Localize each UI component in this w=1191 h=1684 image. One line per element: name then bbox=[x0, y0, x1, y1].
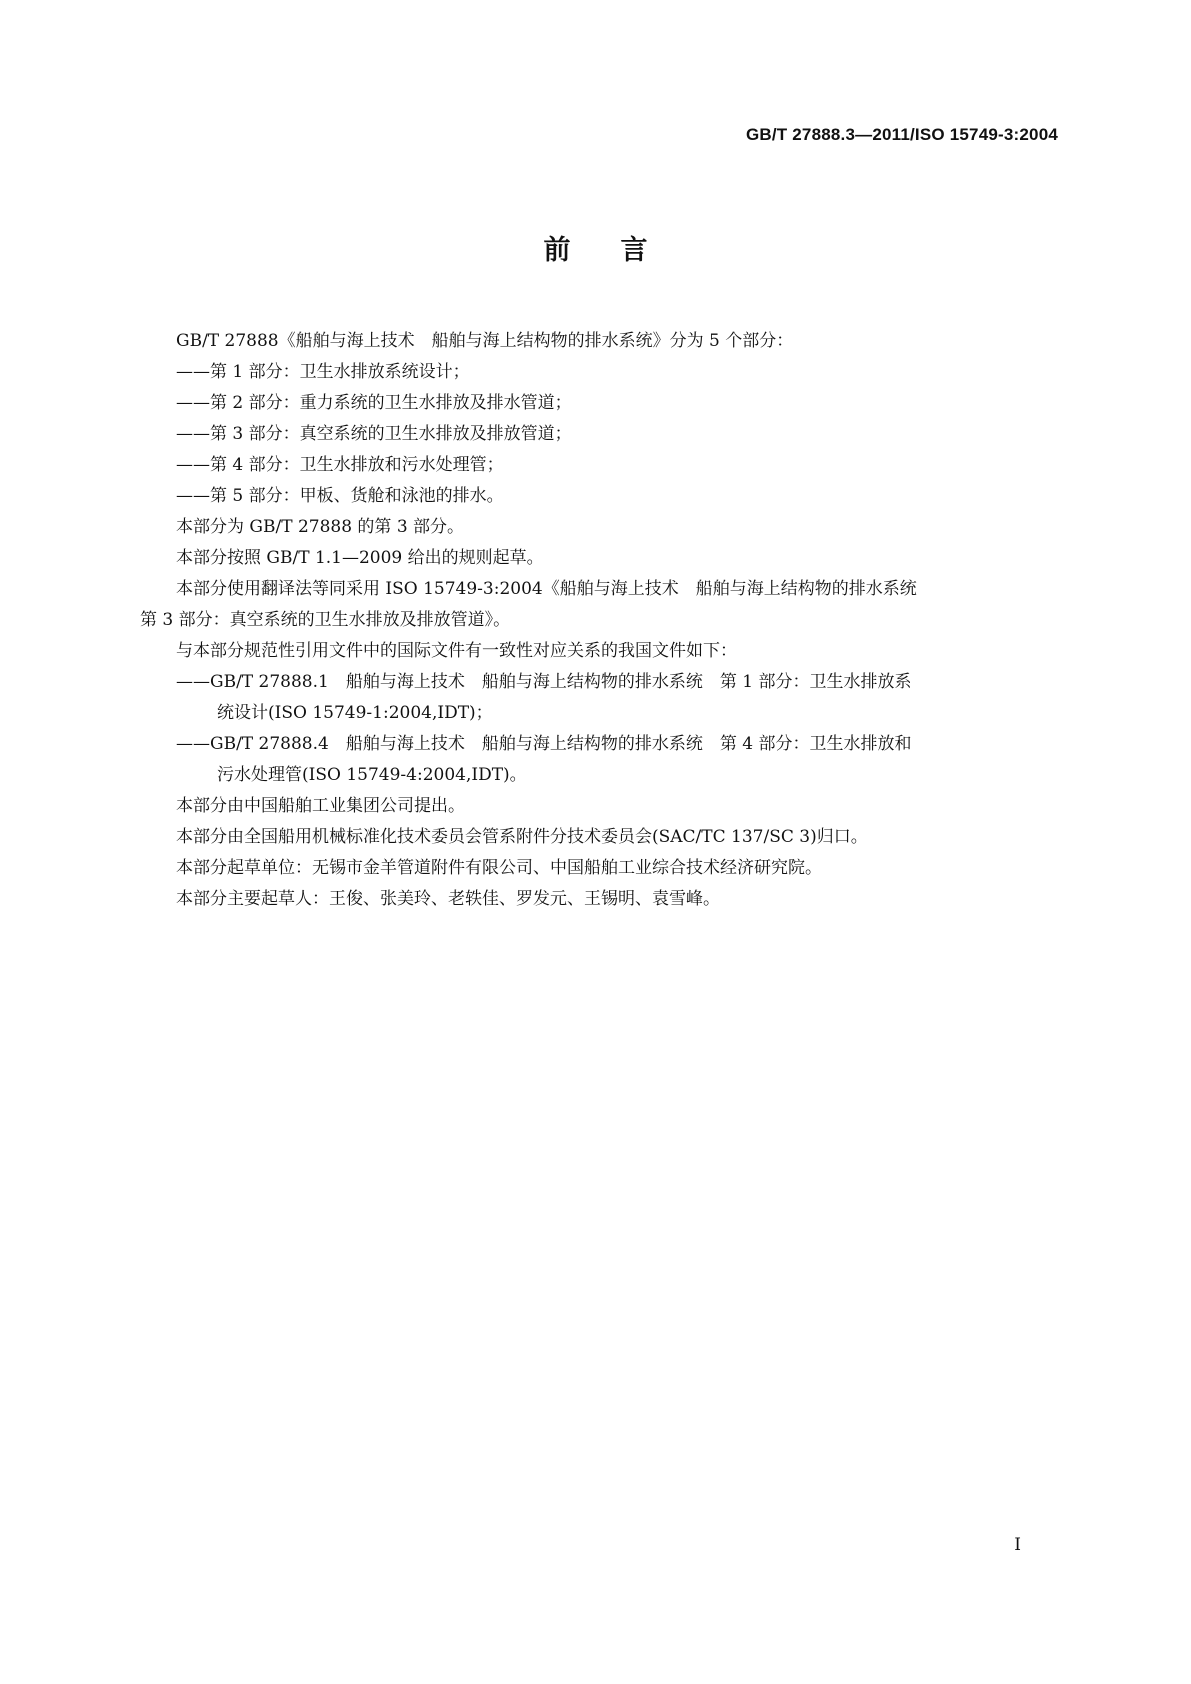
standard-code-header: GB/T 27888.3—2011/ISO 15749-3:2004 bbox=[745, 125, 1058, 144]
paragraph-line: 本部分按照 GB/T 1.1—2009 给出的规则起草。 bbox=[176, 548, 544, 568]
paragraph-line: 与本部分规范性引用文件中的国际文件有一致性对应关系的我国文件如下： bbox=[176, 641, 737, 661]
list-item: ——GB/T 27888.4 船舶与海上技术 船舶与海上结构物的排水系统 第 4 部分：卫生水排放和 bbox=[176, 734, 912, 754]
list-item-continuation: 统设计(ISO 15749-1:2004,IDT)； bbox=[217, 703, 493, 723]
list-item: ——GB/T 27888.1 船舶与海上技术 船舶与海上结构物的排水系统 第 1 部分：卫生水排放系 bbox=[176, 672, 912, 692]
list-item: ——第 4 部分：卫生水排放和污水处理管； bbox=[176, 455, 504, 475]
list-item: ——第 2 部分：重力系统的卫生水排放及排水管道； bbox=[176, 393, 572, 413]
list-item: ——第 3 部分：真空系统的卫生水排放及排放管道； bbox=[176, 424, 572, 444]
paragraph-line: 本部分起草单位：无锡市金羊管道附件有限公司、中国船舶工业综合技术经济研究院。 bbox=[176, 858, 822, 878]
paragraph-line: 本部分主要起草人：王俊、张美玲、老轶佳、罗发元、王锡明、袁雪峰。 bbox=[176, 889, 720, 909]
paragraph-line: GB/T 27888《船舶与海上技术 船舶与海上结构物的排水系统》分为 5 个部分： bbox=[176, 331, 794, 351]
paragraph-line: 本部分使用翻译法等同采用 ISO 15749-3:2004《船舶与海上技术 船舶与海上结构物的排水系统 bbox=[176, 579, 917, 599]
paragraph-line: 本部分由中国船舶工业集团公司提出。 bbox=[176, 796, 465, 816]
list-item: ——第 5 部分：甲板、货舱和泳池的排水。 bbox=[176, 486, 504, 506]
paragraph-continuation: 第 3 部分：真空系统的卫生水排放及排放管道》。 bbox=[140, 610, 511, 630]
page-number: I bbox=[1014, 1535, 1021, 1555]
paragraph-line: 本部分为 GB/T 27888 的第 3 部分。 bbox=[176, 517, 465, 537]
paragraph-line: 本部分由全国船用机械标准化技术委员会管系附件分技术委员会(SAC/TC 137/SC 3)归口。 bbox=[176, 827, 868, 847]
foreword-body bbox=[140, 326, 1058, 915]
page-title: 前言 bbox=[543, 235, 698, 266]
list-item: ——第 1 部分：卫生水排放系统设计； bbox=[176, 362, 470, 382]
list-item-continuation: 污水处理管(ISO 15749-4:2004,IDT)。 bbox=[217, 765, 527, 785]
